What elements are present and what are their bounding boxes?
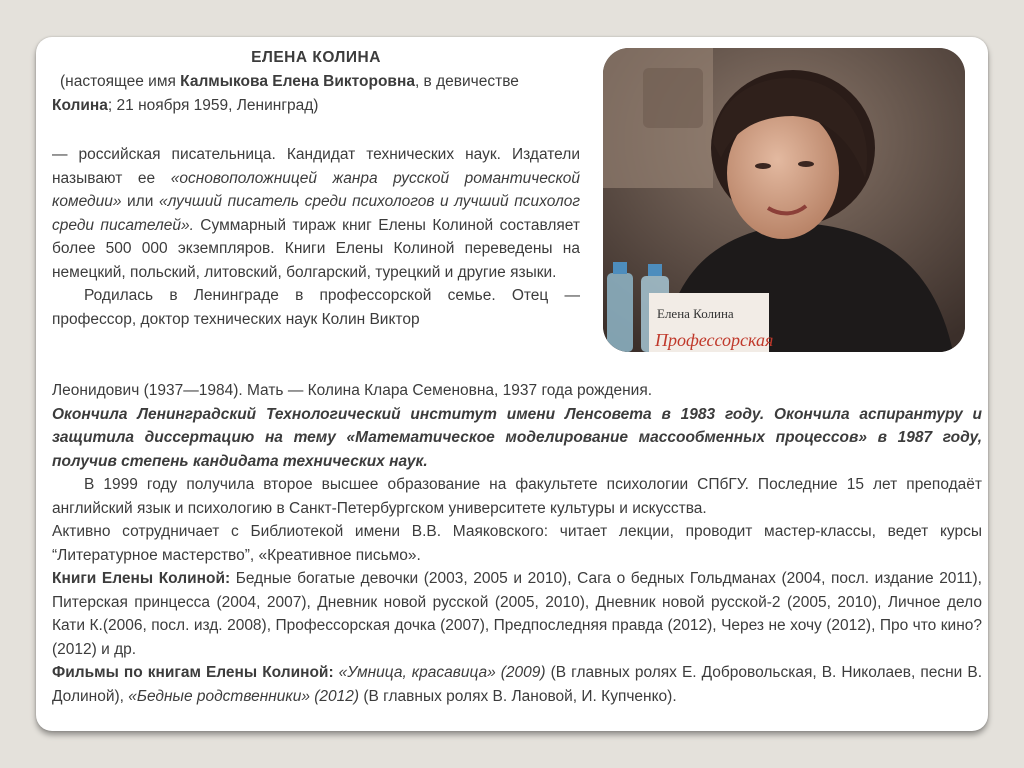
education-paragraph [52, 403, 982, 474]
quote-romantic-comedy: «основоположницей жанра русской романтической комедии» [52, 169, 580, 210]
film-2-title: «Бедные родственники» (2012) [128, 687, 360, 705]
intro-text-1: — российская писательница. Кандидат технических наук. Издатели называют ее [52, 146, 580, 187]
author-subtitle [52, 70, 580, 117]
books-paragraph [52, 567, 982, 661]
films-label: Фильмы по книгам Елены Колиной: [52, 664, 334, 681]
subtitle-mid: , в девичестве [414, 73, 519, 90]
film-1-cast: (В главных ролях Е. Добровольская, В. Николаев, песни В. Долиной), [52, 664, 982, 705]
education-text: Окончила Ленинградский Технологический институт имени Ленсовета в 1983 году. Окончила аспирантуру и защитила диссертацию на тему «Математическое моделирование массообменных процессов» в 1987 году, получив степень кандидата технических наук. [52, 405, 982, 470]
intro-text [52, 143, 580, 331]
author-name-heading: ЕЛЕНА КОЛИНА [251, 49, 381, 66]
intro-text-2: или [121, 193, 159, 210]
books-label: Книги Елены Колиной: [52, 570, 231, 587]
films-paragraph [52, 661, 982, 708]
book-title-text: Профессорская [655, 330, 774, 350]
birth-paragraph: Родилась в Ленинграде в профессорской семье. Отец — профессор, доктор технических наук Колин Виктор [52, 287, 580, 328]
subtitle-open: (настоящее имя [60, 73, 181, 90]
author-photo [603, 48, 965, 352]
author-photo-image [603, 48, 965, 352]
film-1-title: «Умница, красавица» (2009) [333, 664, 546, 681]
subtitle-rest: ; 21 ноября 1959, Ленинград) [107, 96, 319, 114]
maiden-name: Колина [52, 96, 108, 114]
real-name: Калмыкова Елена Викторовна [180, 73, 415, 90]
quote-best-writer: «лучший писатель среди психологов и лучший психолог среди писателей». [52, 193, 580, 234]
book-author-text: Елена Колина [657, 306, 734, 321]
books-list: Бедные богатые девочки (2003, 2005 и 2010), Сага о бедных Гольдманах (2004, посл. издание 2011), Питерская принцесса (2004, 2007), Дневник новой русской (2005, 2010), Дневник новой русской-2 (2005, 2010), Личное дело Кати К.(2006, посл. изд. 2008), Профессорская дочка (2007), Предпоследняя правда (2012), Через не хочу (2012), Про что кино? (2012) и др. [52, 570, 982, 658]
second-degree-paragraph: В 1999 году получила второе высшее образование на факультете психологии СПбГУ. Последние 15 лет преподаёт английский язык и психологию в Санкт-Петербургском университете культуры и искусства. [52, 476, 982, 517]
intro-paragraph [52, 143, 580, 284]
library-paragraph: Активно сотрудничает с Библиотекой имени В.В. Маяковского: читает лекции, проводит мастер-классы, ведет курсы “Литературное мастерство”, «Креативное письмо». [52, 523, 982, 564]
intro-text-3: Суммарный тираж книг Елены Колиной составляет более 500 000 экземпляров. Книги Елены Колиной переведены на немецкий, польский, литовский, болгарский, турецкий и другие языки. [52, 216, 580, 281]
parents-paragraph: Леонидович (1937—1984). Мать — Колина Клара Семеновна, 1937 года рождения. [52, 382, 653, 399]
main-text [52, 379, 982, 708]
film-2-cast: (В главных ролях В. Лановой, И. Купченко). [359, 687, 677, 705]
